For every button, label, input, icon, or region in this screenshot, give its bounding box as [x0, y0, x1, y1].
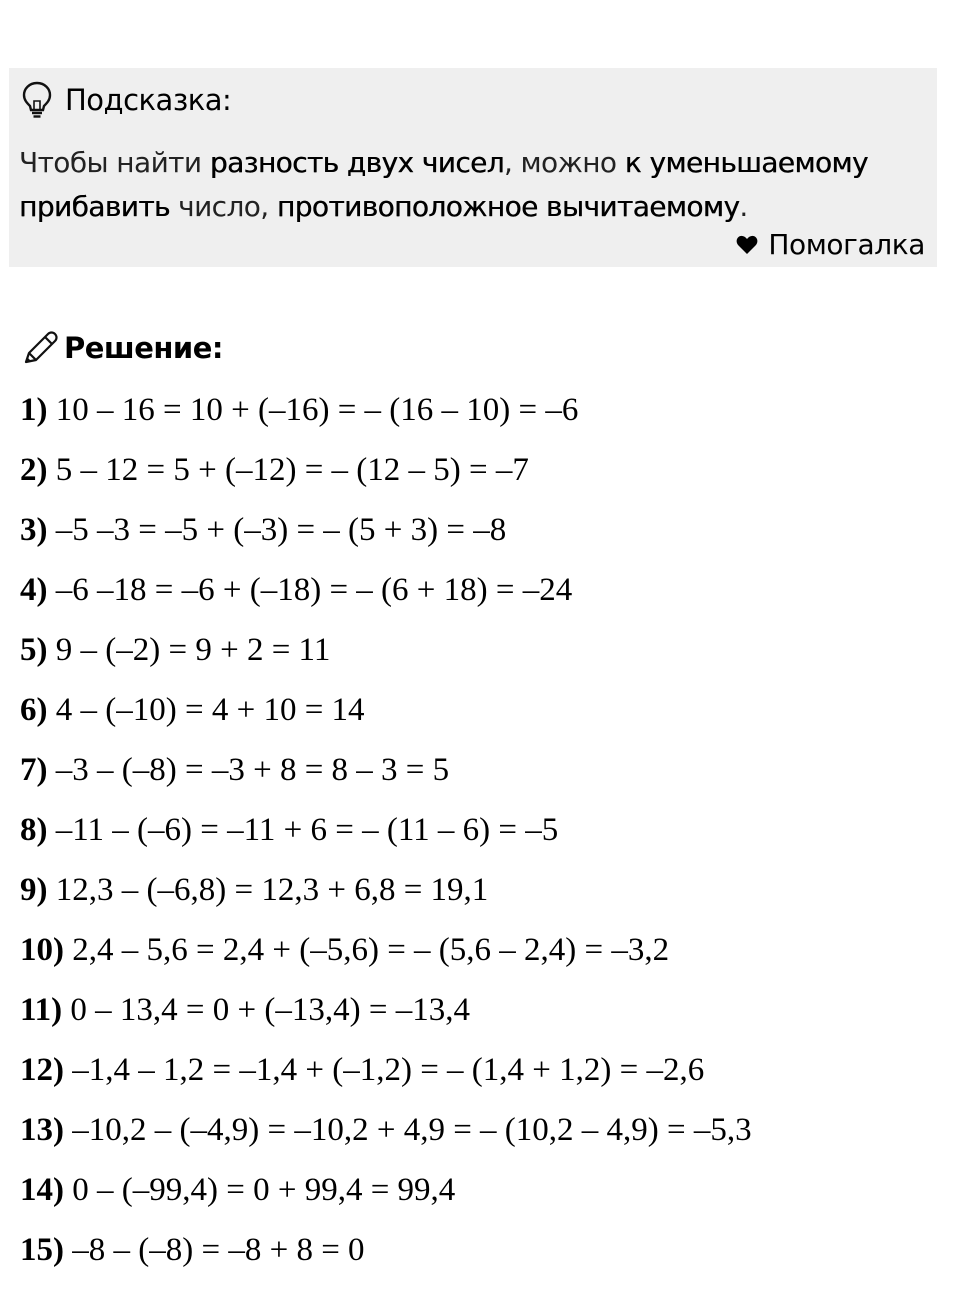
hint-emphasis: противоположное вычитаемому — [276, 190, 740, 223]
solution-line — [20, 930, 752, 990]
heart-icon — [736, 235, 758, 255]
hint-fragment: , можно — [503, 146, 625, 179]
line-number: 4) — [20, 572, 48, 608]
line-number: 12) — [20, 1052, 64, 1088]
line-number: 1) — [20, 392, 48, 428]
line-expression: 0 – (–99,4) = 0 + 99,4 = 99,4 — [64, 1172, 456, 1208]
hint-emphasis: разность двух чисел — [209, 146, 504, 179]
line-expression: 0 – 13,4 = 0 + (–13,4) = –13,4 — [62, 992, 470, 1028]
lightbulb-icon — [21, 81, 53, 119]
line-number: 7) — [20, 752, 48, 788]
hint-fragment: . — [739, 190, 748, 223]
line-expression: –1,4 – 1,2 = –1,4 + (–1,2) = – (1,4 + 1,2) = –2,6 — [64, 1052, 705, 1088]
line-number: 6) — [20, 692, 48, 728]
solution-line — [20, 510, 752, 570]
solution-line — [20, 1110, 752, 1170]
solution-line — [20, 630, 752, 690]
line-expression: 10 – 16 = 10 + (–16) = – (16 – 10) = –6 — [47, 392, 579, 428]
line-number: 5) — [20, 632, 48, 668]
line-expression: 5 – 12 = 5 + (–12) = – (12 – 5) = –7 — [47, 452, 529, 488]
pencil-icon — [22, 330, 58, 366]
solution-line — [20, 990, 752, 1050]
line-number: 10) — [20, 932, 64, 968]
line-expression: 2,4 – 5,6 = 2,4 + (–5,6) = – (5,6 – 2,4) = –3,2 — [64, 932, 670, 968]
line-expression: 9 – (–2) = 9 + 2 = 11 — [47, 632, 331, 668]
solution-line — [20, 1050, 752, 1110]
line-number: 3) — [20, 512, 48, 548]
line-expression: –3 – (–8) = –3 + 8 = 8 – 3 = 5 — [47, 752, 450, 788]
solution-line — [20, 870, 752, 930]
line-number: 13) — [20, 1112, 64, 1148]
line-expression: –11 – (–6) = –11 + 6 = – (11 – 6) = –5 — [47, 812, 559, 848]
line-expression: –6 –18 = –6 + (–18) = – (6 + 18) = –24 — [47, 572, 573, 608]
line-number: 9) — [20, 872, 48, 908]
line-expression: 12,3 – (–6,8) = 12,3 + 6,8 = 19,1 — [47, 872, 489, 908]
solution-line — [20, 1230, 752, 1290]
hint-header — [21, 80, 231, 120]
solution-line — [20, 750, 752, 810]
solution-line — [20, 810, 752, 870]
line-number: 14) — [20, 1172, 64, 1208]
line-number: 11) — [20, 992, 63, 1028]
line-expression: –8 – (–8) = –8 + 8 = 0 — [64, 1232, 365, 1268]
hint-box — [9, 68, 937, 267]
solution-line — [20, 1170, 752, 1230]
line-number: 15) — [20, 1232, 64, 1268]
hint-fragment: число, — [169, 190, 277, 223]
hint-emphasis: к уменьшаемому прибавить — [19, 146, 868, 223]
line-expression: –10,2 – (–4,9) = –10,2 + 4,9 = – (10,2 – 4,9) = –5,3 — [64, 1112, 752, 1148]
solution-lines — [20, 390, 752, 1290]
solution-line — [20, 450, 752, 510]
line-number: 2) — [20, 452, 48, 488]
solution-line — [20, 570, 752, 630]
brand-name: Помогалка — [768, 228, 925, 261]
line-expression: 4 – (–10) = 4 + 10 = 14 — [47, 692, 365, 728]
line-expression: –5 –3 = –5 + (–3) = – (5 + 3) = –8 — [47, 512, 507, 548]
solution-line — [20, 690, 752, 750]
hint-title: Подсказка: — [65, 83, 232, 117]
hint-text — [19, 141, 924, 229]
solution-title: Решение: — [64, 331, 224, 365]
line-number: 8) — [20, 812, 48, 848]
solution-header — [22, 326, 223, 370]
solution-line — [20, 390, 752, 450]
hint-fragment: Чтобы найти — [19, 146, 210, 179]
brand-credit — [736, 228, 925, 261]
